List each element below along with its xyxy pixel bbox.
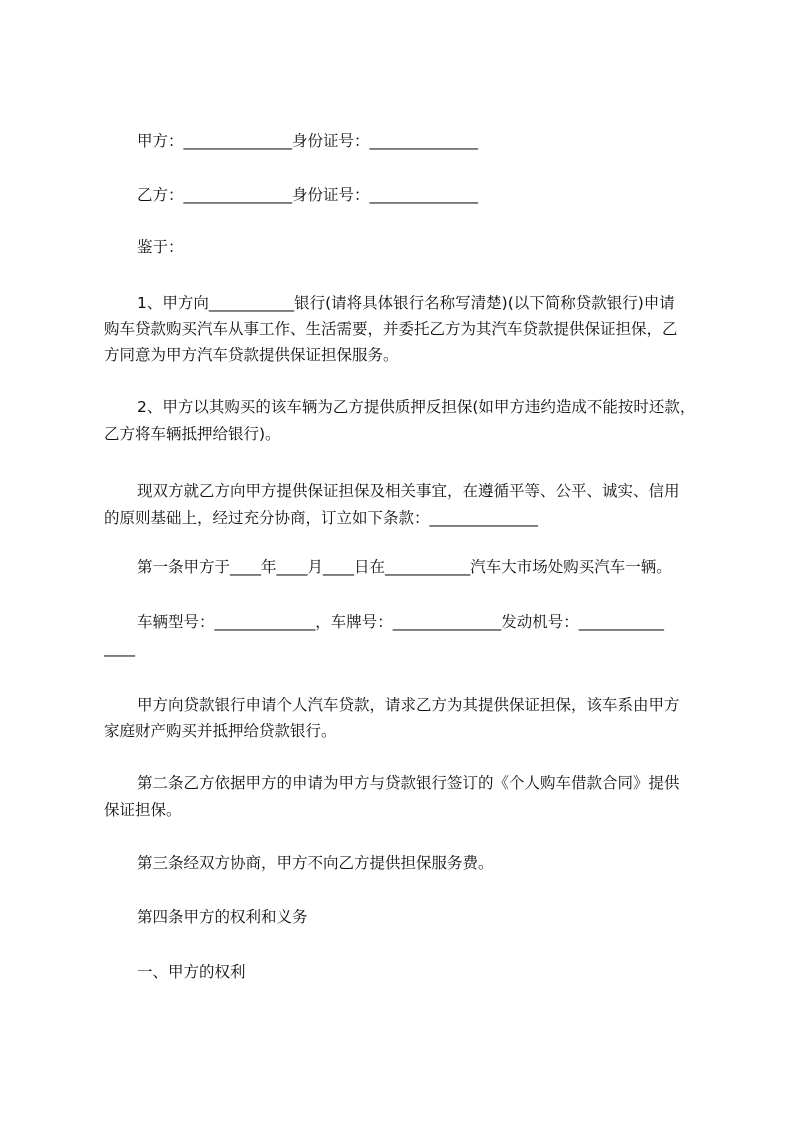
recital-1-line-2: 购车贷款购买汽车从事工作、生活需要，并委托乙方为其汽车贷款提供保证担保，乙 (104, 320, 678, 338)
agreement-intro-line-2: 的原则基础上，经过充分协商，订立如下条款：______________ (104, 509, 539, 527)
recital-2-line-2: 乙方将车辆抵押给银行)。 (104, 425, 281, 443)
article-1: 第一条甲方于____年____月____日在___________汽车大市场处购买汽车一辆。 (137, 558, 672, 576)
party-a-line: 甲方：______________身份证号：______________ (137, 132, 479, 150)
whereas-heading: 鉴于： (137, 238, 184, 256)
party-b-line: 乙方：______________身份证号：______________ (137, 186, 479, 204)
agreement-intro-line-1: 现双方就乙方向甲方提供保证担保及相关事宜，在遵循平等、公平、诚实、信用 (137, 482, 680, 500)
loan-line-2: 家庭财产购买并抵押给贷款银行。 (104, 722, 337, 740)
vehicle-info-line-2: ____ (104, 639, 135, 657)
loan-line-1: 甲方向贷款银行申请个人汽车贷款，请求乙方为其提供保证担保，该车系由甲方 (137, 696, 680, 714)
section-1: 一、甲方的权利 (137, 963, 246, 981)
article-3: 第三条经双方协商，甲方不向乙方提供担保服务费。 (137, 854, 494, 872)
article-2-line-1: 第二条乙方依据甲方的申请为甲方与贷款银行签订的《个人购车借款合同》提供 (137, 774, 680, 792)
article-4: 第四条甲方的权利和义务 (137, 908, 308, 926)
recital-1-line-1: 1、甲方向___________银行(请将具体银行名称写清楚)(以下简称贷款银行)申请 (137, 294, 675, 312)
recital-2-line-1: 2、甲方以其购买的该车辆为乙方提供质押反担保(如甲方违约造成不能按时还款， (137, 398, 696, 416)
recital-1-line-3: 方同意为甲方汽车贷款提供保证担保服务。 (104, 346, 399, 364)
vehicle-info-line-1: 车辆型号：_____________，车牌号：______________发动机号：___________ (137, 613, 665, 631)
article-2-line-2: 保证担保。 (104, 801, 182, 819)
